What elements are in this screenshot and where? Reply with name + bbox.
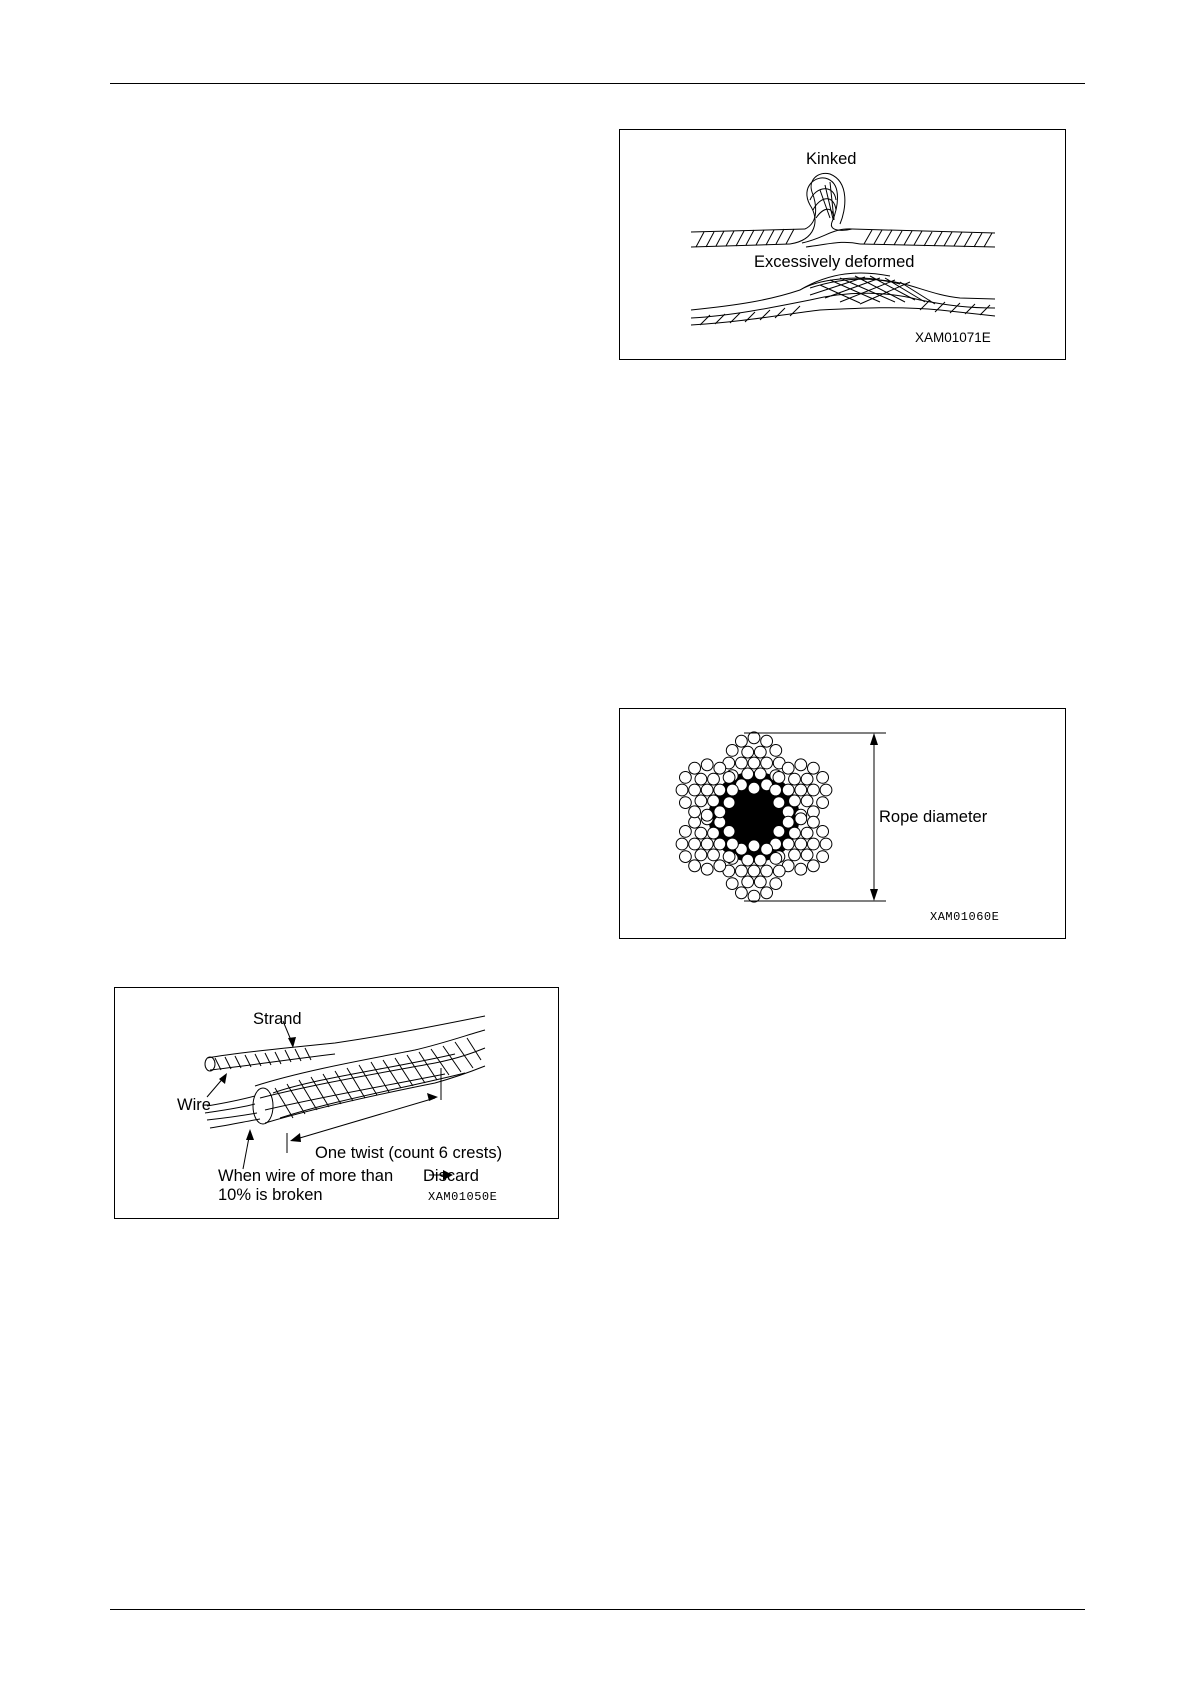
wire-circle xyxy=(801,795,813,807)
wire-circle xyxy=(770,853,782,865)
wire-circle xyxy=(714,784,726,796)
wire-circle xyxy=(689,762,701,774)
wire-circle xyxy=(736,757,748,769)
wire-circle xyxy=(748,890,760,902)
wire-circle xyxy=(795,838,807,850)
wire-circle xyxy=(795,784,807,796)
wire-circle xyxy=(723,797,735,809)
wire-circle xyxy=(754,746,766,758)
wire-circle xyxy=(789,773,801,785)
wire-circle xyxy=(808,816,820,828)
wire-circle xyxy=(795,863,807,875)
wire-circle xyxy=(689,838,701,850)
wire-circle xyxy=(817,826,829,838)
wire-label: Wire xyxy=(177,1096,211,1114)
wire-circle xyxy=(701,759,713,771)
wire-circle xyxy=(808,838,820,850)
wire-circle xyxy=(782,838,794,850)
wire-circle xyxy=(676,838,688,850)
wire-circle xyxy=(676,784,688,796)
rope-diameter-label: Rope diameter xyxy=(879,808,988,826)
wire-circle xyxy=(695,795,707,807)
wire-circle xyxy=(736,865,748,877)
wire-circle xyxy=(754,768,766,780)
wire-circle xyxy=(761,757,773,769)
wire-circle xyxy=(808,860,820,872)
wire-circle xyxy=(754,854,766,866)
wire-circle xyxy=(748,782,760,794)
wire-circle xyxy=(708,827,720,839)
broken-wire-label-line2: 10% is broken xyxy=(218,1186,323,1204)
wire-circle xyxy=(701,863,713,875)
wire-circle xyxy=(782,816,794,828)
wire-circle xyxy=(736,887,748,899)
wire-circle xyxy=(773,865,785,877)
wire-circle xyxy=(736,735,748,747)
wire-circle xyxy=(770,745,782,757)
one-twist-label: One twist (count 6 crests) xyxy=(315,1144,503,1162)
wire-circle xyxy=(789,849,801,861)
wire-circle xyxy=(727,838,739,850)
wire-circle xyxy=(723,772,735,784)
wire-circle xyxy=(748,840,760,852)
wire-circle xyxy=(708,849,720,861)
wire-circle xyxy=(723,826,735,838)
wire-circle xyxy=(817,797,829,809)
kinked-label: Kinked xyxy=(806,150,857,168)
wire-circle xyxy=(680,797,692,809)
wire-circle xyxy=(820,784,832,796)
wire-circle xyxy=(680,851,692,863)
wire-circle xyxy=(708,795,720,807)
broken-wire-label-line1: When wire of more than xyxy=(218,1167,394,1185)
discard-label: Discard xyxy=(423,1167,479,1185)
wire-circle xyxy=(701,784,713,796)
wire-circle xyxy=(742,876,754,888)
footer-rule xyxy=(110,1609,1085,1610)
header-rule xyxy=(110,83,1085,84)
wire-circle xyxy=(773,826,785,838)
wire-circle xyxy=(748,757,760,769)
wire-circle xyxy=(795,813,807,825)
wire-circle xyxy=(714,762,726,774)
wire-circle xyxy=(773,797,785,809)
wire-circle xyxy=(773,772,785,784)
wire-circle xyxy=(680,772,692,784)
wire-circle xyxy=(789,827,801,839)
wire-circle xyxy=(689,784,701,796)
wire-circle xyxy=(748,865,760,877)
wire-circle xyxy=(695,849,707,861)
figure-rope-diameter xyxy=(619,708,1066,939)
wire-circle xyxy=(761,887,773,899)
wire-circle xyxy=(817,772,829,784)
wire-circle xyxy=(761,843,773,855)
figure-strand-wire xyxy=(114,987,559,1219)
wire-circle xyxy=(714,806,726,818)
wire-circle xyxy=(808,784,820,796)
wire-circle xyxy=(708,773,720,785)
figure-code: XAM01060E xyxy=(930,910,1000,924)
wire-circle xyxy=(727,784,739,796)
wire-circle xyxy=(701,838,713,850)
wire-circle xyxy=(770,784,782,796)
rope-cross-section-illustration xyxy=(620,709,1067,940)
wire-circle xyxy=(742,746,754,758)
strand-label: Strand xyxy=(253,1010,302,1028)
wire-circle xyxy=(761,865,773,877)
wire-circle xyxy=(789,795,801,807)
wire-circle xyxy=(689,860,701,872)
wire-circle xyxy=(695,827,707,839)
wire-circle xyxy=(726,745,738,757)
wire-circle xyxy=(714,860,726,872)
wire-circle xyxy=(689,806,701,818)
wire-circle xyxy=(701,809,713,821)
wire-circle xyxy=(801,773,813,785)
wire-circle xyxy=(795,759,807,771)
wire-circle xyxy=(726,878,738,890)
figure-code: XAM01071E xyxy=(915,330,991,345)
wire-circle xyxy=(680,826,692,838)
excessively-deformed-label: Excessively deformed xyxy=(754,253,915,271)
figure-code: XAM01050E xyxy=(428,1190,498,1204)
wire-circle xyxy=(808,762,820,774)
wire-circle xyxy=(742,854,754,866)
wire-circle xyxy=(714,838,726,850)
wire-circle xyxy=(770,878,782,890)
figure-kinked-deformed xyxy=(619,129,1066,360)
wire-circle xyxy=(817,851,829,863)
wire-circle xyxy=(723,851,735,863)
wire-circle xyxy=(782,762,794,774)
wire-circle xyxy=(754,876,766,888)
wire-circle xyxy=(782,784,794,796)
wire-circle xyxy=(761,735,773,747)
wire-circle xyxy=(820,838,832,850)
wire-circle xyxy=(748,732,760,744)
wire-circle xyxy=(695,773,707,785)
wire-circle xyxy=(742,768,754,780)
wire-circle xyxy=(801,849,813,861)
wire-circle xyxy=(801,827,813,839)
